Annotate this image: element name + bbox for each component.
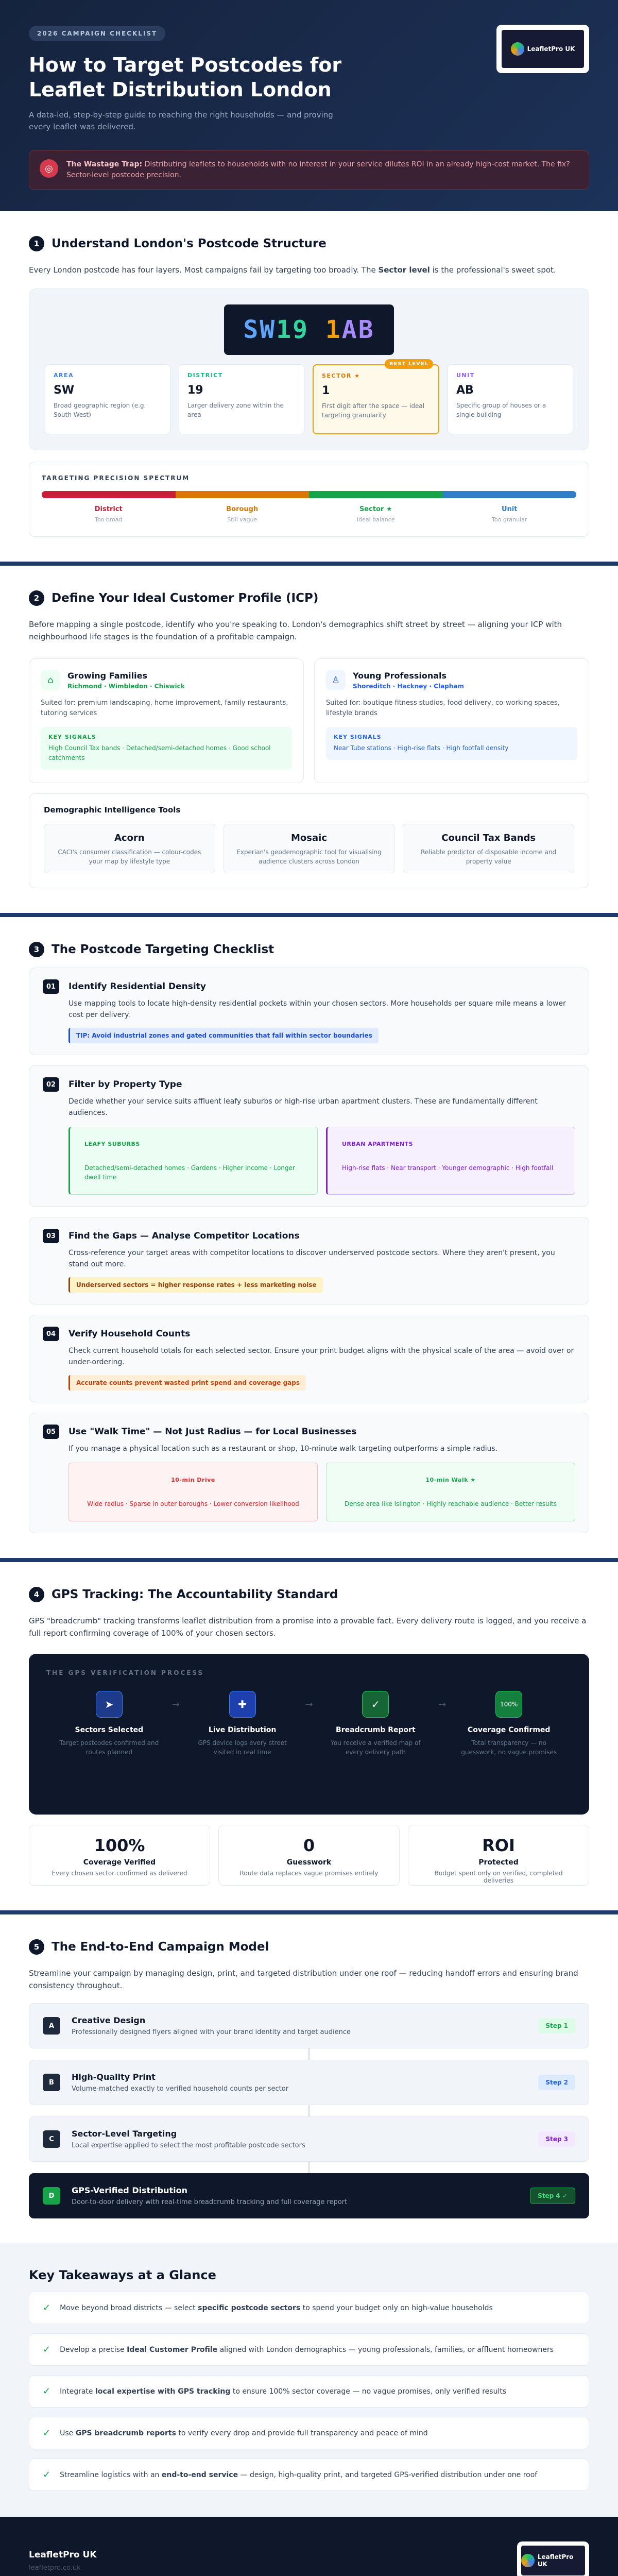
- section-title: GPS Tracking: The Accountability Standard: [52, 1588, 338, 1601]
- section-number: 2: [29, 590, 44, 606]
- gps-step-title: Breadcrumb Report: [336, 1726, 416, 1734]
- stat-label: Coverage Verified: [83, 1858, 156, 1867]
- part-description: Specific group of houses or a single building: [456, 402, 546, 418]
- property-type-card: [68, 1127, 318, 1195]
- tool-card[interactable]: [224, 824, 395, 873]
- spectrum-level: [176, 505, 310, 523]
- spectrum-level-name: Sector ★: [359, 505, 392, 513]
- gps-step: [46, 1691, 172, 1757]
- checklist-tip: Accurate counts prevent wasted print spend and coverage gaps: [68, 1375, 306, 1391]
- spectrum-level-note: Still vague: [227, 516, 258, 523]
- checkmark-icon: ✓: [43, 2469, 51, 2480]
- section-title: Define Your Ideal Customer Profile (ICP): [52, 591, 319, 605]
- checkmark-icon: ✓: [43, 2428, 51, 2438]
- step-description: Local expertise applied to select the most profitable postcode sectors: [72, 2142, 305, 2149]
- section-number: 1: [29, 236, 44, 251]
- footer-brand: LeafletPro UK: [29, 2549, 97, 2560]
- campaign-badge: 2026 CAMPAIGN CHECKLIST: [29, 26, 165, 41]
- gps-step-title: Live Distribution: [208, 1726, 277, 1734]
- stat-value: ROI: [482, 1836, 515, 1855]
- checkmark-icon: ✓: [43, 2386, 51, 2397]
- checklist-number: 03: [43, 1229, 59, 1243]
- section-divider: [0, 913, 618, 917]
- spectrum-level: [42, 505, 176, 523]
- takeaway-text: Develop a precise Ideal Customer Profile aligned with London demographics — young professionals, families, or affluent homeowners: [60, 2345, 554, 2354]
- stat-value: 0: [303, 1836, 315, 1855]
- checklist-number: 05: [43, 1425, 59, 1439]
- section-divider: [0, 1910, 618, 1914]
- checklist-body: Cross-reference your target areas with competitor locations to discover underserved postcode sectors. Where they aren't present, you stand out more.: [68, 1249, 555, 1268]
- section-postcode-structure: [0, 211, 618, 562]
- walk-heading: 10-min Walk ★: [425, 1477, 476, 1483]
- spectrum-bar: [42, 491, 576, 498]
- person-icon: ♙: [326, 670, 346, 690]
- gps-step-description: Total transparency — no guesswork, no vague promises: [461, 1739, 557, 1756]
- part-label: SECTOR ★: [322, 372, 360, 379]
- step-title: Sector-Level Targeting: [72, 2129, 177, 2139]
- takeaway-text: Streamline logistics with an end-to-end service — design, high-quality print, and targeted GPS-verified distribution under one roof: [60, 2470, 538, 2479]
- icp-suited-for: Suited for: boutique fitness studios, food delivery, co-working spaces, lifestyle brands: [326, 699, 560, 717]
- campaign-step: [29, 2173, 589, 2218]
- signals-heading: KEY SIGNALS: [334, 734, 382, 740]
- gps-step-description: Target postcodes confirmed and routes planned: [59, 1739, 159, 1756]
- takeaway-text: Integrate local expertise with GPS tracking to ensure 100% sector coverage — no vague promises, only verified results: [60, 2387, 507, 2396]
- postcode-part-area: [45, 364, 170, 434]
- logo-text: LeafletPro UK: [527, 45, 575, 53]
- footer-logo[interactable]: [517, 2541, 589, 2576]
- takeaway-item: [29, 2459, 589, 2491]
- takeaways-title: Key Takeaways at a Glance: [29, 2268, 216, 2282]
- checklist-tip: TIP: Avoid industrial zones and gated communities that fall within sector boundaries: [68, 1028, 379, 1043]
- spectrum-level-name: District: [94, 505, 123, 513]
- part-description: Broad geographic region (e.g. South West): [54, 402, 146, 418]
- section-checklist: [0, 917, 618, 1558]
- section-lead: Streamline your campaign by managing design, print, and targeted distribution under one roof — reducing handoff errors and ensuring brand consistency throughout.: [29, 1969, 578, 1990]
- stat-description: Every chosen sector confirmed as delivered: [52, 1870, 187, 1877]
- gps-process-panel: [29, 1654, 589, 1815]
- takeaway-text: Move beyond broad districts — select specific postcode sectors to spend your budget only on high-value households: [60, 2303, 493, 2312]
- plus-icon: ✚: [229, 1691, 256, 1718]
- step-title: High-Quality Print: [72, 2072, 156, 2082]
- step-title: Creative Design: [72, 2015, 146, 2025]
- section-campaign-model: [0, 1914, 618, 2243]
- part-value: SW: [54, 384, 75, 397]
- postcode-part-district: [179, 364, 304, 434]
- step-description: Volume-matched exactly to verified household counts per sector: [72, 2085, 289, 2093]
- checklist-tip: Underserved sectors = higher response rates + less marketing noise: [68, 1277, 323, 1293]
- stat-card: [408, 1825, 589, 1886]
- checklist-body: If you manage a physical location such as a restaurant or shop, 10-minute walk targeting outperforms a simple radius.: [68, 1445, 498, 1453]
- tools-title: Demographic Intelligence Tools: [44, 805, 181, 815]
- alert-text: The Wastage Trap: Distributing leaflets to households with no interest in your service dilutes ROI in an already high-cost market. The fix? Sector-level postcode precision.: [66, 160, 570, 179]
- part-label: DISTRICT: [187, 372, 223, 379]
- precision-spectrum: [29, 462, 589, 537]
- spectrum-segment: [42, 491, 176, 498]
- arrow-icon: →: [305, 1699, 313, 1710]
- globe-icon: [511, 42, 524, 56]
- pair-body: High-rise flats · Near transport · Younger demographic · High footfall: [342, 1164, 554, 1172]
- campaign-step: [29, 2003, 589, 2048]
- footer-url[interactable]: leafletpro.co.uk: [29, 2564, 81, 2572]
- gps-step-description: GPS device logs every street visited in real time: [198, 1739, 287, 1756]
- section-icp: [0, 566, 618, 913]
- postcode-example: SW 19 1 AB: [224, 304, 394, 355]
- brand-logo[interactable]: [496, 25, 589, 73]
- key-takeaways: [0, 2243, 618, 2517]
- spectrum-title: TARGETING PRECISION SPECTRUM: [42, 474, 190, 482]
- signals-heading: KEY SIGNALS: [48, 734, 96, 740]
- section-divider: [0, 1558, 618, 1562]
- checklist-item: [29, 1065, 589, 1207]
- pair-body: Detached/semi-detached homes · Gardens · Higher income · Longer dwell time: [84, 1164, 295, 1181]
- walk-heading: 10-min Drive: [171, 1477, 215, 1483]
- navigation-icon: ➤: [96, 1691, 123, 1718]
- section-divider: [0, 562, 618, 566]
- postcode-part-sector: [313, 361, 439, 434]
- step-letter: D: [43, 2187, 60, 2205]
- gps-step-title: Coverage Confirmed: [467, 1726, 551, 1734]
- checklist-item: [29, 968, 589, 1055]
- spectrum-level: [443, 505, 577, 523]
- signals-body: Near Tube stations · High-rise flats · High footfall density: [334, 744, 509, 752]
- signals-body: High Council Tax bands · Detached/semi-detached homes · Good school catchments: [48, 744, 271, 761]
- part-label: UNIT: [456, 372, 475, 379]
- step-connector: [308, 2105, 310, 2116]
- section-lead: Before mapping a single postcode, identify who you're speaking to. London's demographics shift street by street — aligning your ICP with neighbourhood life stages is the foundation of a profitable campaign.: [29, 620, 562, 641]
- spectrum-level: [309, 505, 443, 523]
- stat-label: Protected: [478, 1858, 519, 1867]
- stat-card: [218, 1825, 400, 1886]
- page-subtitle: A data-led, step-by-step guide to reaching the right households — and proving every leaflet was delivered.: [29, 110, 333, 131]
- checklist-number: 01: [43, 979, 59, 994]
- tool-card[interactable]: [403, 824, 574, 873]
- icp-areas: Richmond · Wimbledon · Chiswick: [67, 682, 185, 690]
- stat-label: Guesswork: [286, 1858, 332, 1867]
- gps-step: [313, 1691, 439, 1757]
- icp-card: [314, 658, 589, 783]
- walk-time-card: [68, 1463, 318, 1521]
- part-value: 1: [322, 384, 330, 397]
- icp-title: Young Professionals: [353, 670, 447, 681]
- icp-title: Growing Families: [67, 670, 147, 681]
- step-title: GPS-Verified Distribution: [72, 2185, 187, 2195]
- spectrum-level-note: Too broad: [94, 516, 123, 523]
- checklist-body: Decide whether your service suits affluent leafy suburbs or high-rise urban apartment clusters. These are fundamentally different audiences.: [68, 1097, 538, 1117]
- walk-body: Dense area like Islington · Highly reachable audience · Better results: [344, 1500, 557, 1507]
- checklist-title: Verify Household Counts: [68, 1329, 191, 1339]
- tool-name: Mosaic: [291, 833, 327, 843]
- globe-icon: [521, 2554, 535, 2567]
- checklist-item: [29, 1315, 589, 1402]
- pair-heading: URBAN APARTMENTS: [342, 1141, 413, 1147]
- target-icon: ◎: [40, 159, 58, 178]
- stat-value: 100%: [94, 1836, 145, 1855]
- spectrum-segment: [176, 491, 310, 498]
- takeaway-text: Use GPS breadcrumb reports to verify every drop and provide full transparency and peace of mind: [60, 2429, 428, 2437]
- section-number: 3: [29, 942, 44, 957]
- takeaway-item: [29, 2333, 589, 2366]
- step-connector: [308, 2162, 310, 2173]
- part-value: AB: [456, 384, 474, 397]
- property-type-card: [326, 1127, 575, 1195]
- step-badge: Step 3: [538, 2131, 575, 2147]
- campaign-step: [29, 2060, 589, 2105]
- step-letter: C: [43, 2130, 60, 2148]
- checklist-number: 02: [43, 1077, 59, 1092]
- tool-card[interactable]: [44, 824, 215, 873]
- best-level-badge: BEST LEVEL: [385, 359, 433, 369]
- gps-step-description: You receive a verified map of every delivery path: [331, 1739, 421, 1756]
- pair-heading: LEAFY SUBURBS: [84, 1141, 140, 1147]
- campaign-step: [29, 2116, 589, 2162]
- checkmark-icon: ✓: [43, 2344, 51, 2355]
- stat-description: Budget spent only on verified, completed deliveries: [434, 1870, 563, 1884]
- checklist-item: [29, 1413, 589, 1533]
- checklist-title: Filter by Property Type: [68, 1079, 182, 1090]
- icp-signals: [326, 727, 577, 760]
- part-label: AREA: [54, 372, 74, 379]
- tool-name: Acorn: [114, 833, 145, 843]
- step-badge: Step 1: [538, 2018, 575, 2033]
- step-badge: Step 4 ✓: [530, 2188, 575, 2204]
- icp-signals: [41, 727, 292, 770]
- gps-panel-title: THE GPS VERIFICATION PROCESS: [46, 1669, 204, 1676]
- postcode-panel: [29, 289, 589, 450]
- home-icon: ⌂: [41, 670, 60, 690]
- arrow-icon: →: [171, 1699, 180, 1710]
- takeaway-item: [29, 2292, 589, 2324]
- step-badge: Step 2: [538, 2075, 575, 2090]
- spectrum-level-note: Too granular: [492, 516, 527, 523]
- icp-card: [29, 658, 304, 783]
- part-value: 19: [187, 384, 203, 397]
- takeaway-item: [29, 2375, 589, 2408]
- stat-description: Route data replaces vague promises entirely: [239, 1870, 379, 1877]
- part-description: Larger delivery zone within the area: [187, 402, 284, 418]
- tool-description: Reliable predictor of disposable income and property value: [421, 849, 557, 865]
- walk-time-card: [326, 1463, 575, 1521]
- section-lead: GPS "breadcrumb" tracking transforms leaflet distribution from a promise into a provable fact. Every delivery route is logged, and you receive a full report confirming coverage of 100% of your chosen sectors.: [29, 1616, 587, 1638]
- step-connector: [308, 2048, 310, 2060]
- spectrum-segment: [443, 491, 577, 498]
- checklist-body: Use mapping tools to locate high-density residential pockets within your chosen sectors. More households per square mile means a lower cost per delivery.: [68, 999, 566, 1019]
- postcode-part-unit: [448, 364, 573, 434]
- checklist-item: [29, 1217, 589, 1304]
- part-description: First digit after the space — ideal targeting granularity: [322, 402, 425, 419]
- check-icon: ✓: [362, 1691, 389, 1718]
- gps-step: [446, 1691, 572, 1757]
- stat-card: [29, 1825, 210, 1886]
- section-title: The End-to-End Campaign Model: [52, 1940, 269, 1954]
- step-letter: B: [43, 2074, 60, 2091]
- section-gps: [0, 1562, 618, 1910]
- section-number: 5: [29, 1939, 44, 1955]
- tool-description: Experian's geodemographic tool for visualising audience clusters across London: [236, 849, 382, 865]
- footer: [0, 2517, 618, 2576]
- tool-description: CACI's consumer classification — colour-codes your map by lifestyle type: [58, 849, 201, 865]
- checklist-title: Identify Residential Density: [68, 981, 206, 992]
- section-title: Understand London's Postcode Structure: [52, 237, 327, 250]
- checklist-title: Use "Walk Time" — Not Just Radius — for Local Businesses: [68, 1427, 357, 1437]
- step-description: Professionally designed flyers aligned with your brand identity and target audience: [72, 2028, 351, 2036]
- arrow-icon: →: [438, 1699, 447, 1710]
- section-number: 4: [29, 1587, 44, 1602]
- icp-areas: Shoreditch · Hackney · Clapham: [353, 682, 464, 690]
- wastage-alert: [29, 150, 589, 190]
- spectrum-segment: [309, 491, 443, 498]
- checklist-number: 04: [43, 1327, 59, 1341]
- checkmark-icon: ✓: [43, 2302, 51, 2313]
- spectrum-level-note: Ideal balance: [356, 516, 395, 523]
- icp-suited-for: Suited for: premium landscaping, home improvement, family restaurants, tutoring services: [41, 699, 288, 717]
- takeaway-item: [29, 2417, 589, 2449]
- section-lead: Every London postcode has four layers. Most campaigns fail by targeting too broadly. The Sector level is the professional's sweet spot.: [29, 265, 556, 275]
- walk-body: Wide radius · Sparse in outer boroughs · Lower conversion likelihood: [87, 1500, 299, 1507]
- gps-step-title: Sectors Selected: [75, 1726, 144, 1734]
- step-description: Door-to-door delivery with real-time breadcrumb tracking and full coverage report: [72, 2198, 348, 2206]
- checklist-body: Check current household totals for each selected sector. Ensure your print budget aligns with the physical scale of the area — avoid over or under-ordering.: [68, 1347, 574, 1366]
- step-letter: A: [43, 2017, 60, 2035]
- page-title: How to Target Postcodes for Leaflet Distribution London: [29, 54, 342, 101]
- spectrum-level-name: Unit: [502, 505, 518, 513]
- spectrum-level-name: Borough: [226, 505, 259, 513]
- checklist-title: Find the Gaps — Analyse Competitor Locations: [68, 1231, 300, 1241]
- logo-text: LeafletPro UK: [537, 2553, 574, 2568]
- section-title: The Postcode Targeting Checklist: [52, 943, 274, 956]
- demographic-tools: [29, 793, 589, 888]
- tool-name: Council Tax Bands: [441, 833, 536, 843]
- coverage-icon: 100%: [495, 1691, 522, 1718]
- hero: [0, 0, 618, 211]
- gps-step: [180, 1691, 305, 1757]
